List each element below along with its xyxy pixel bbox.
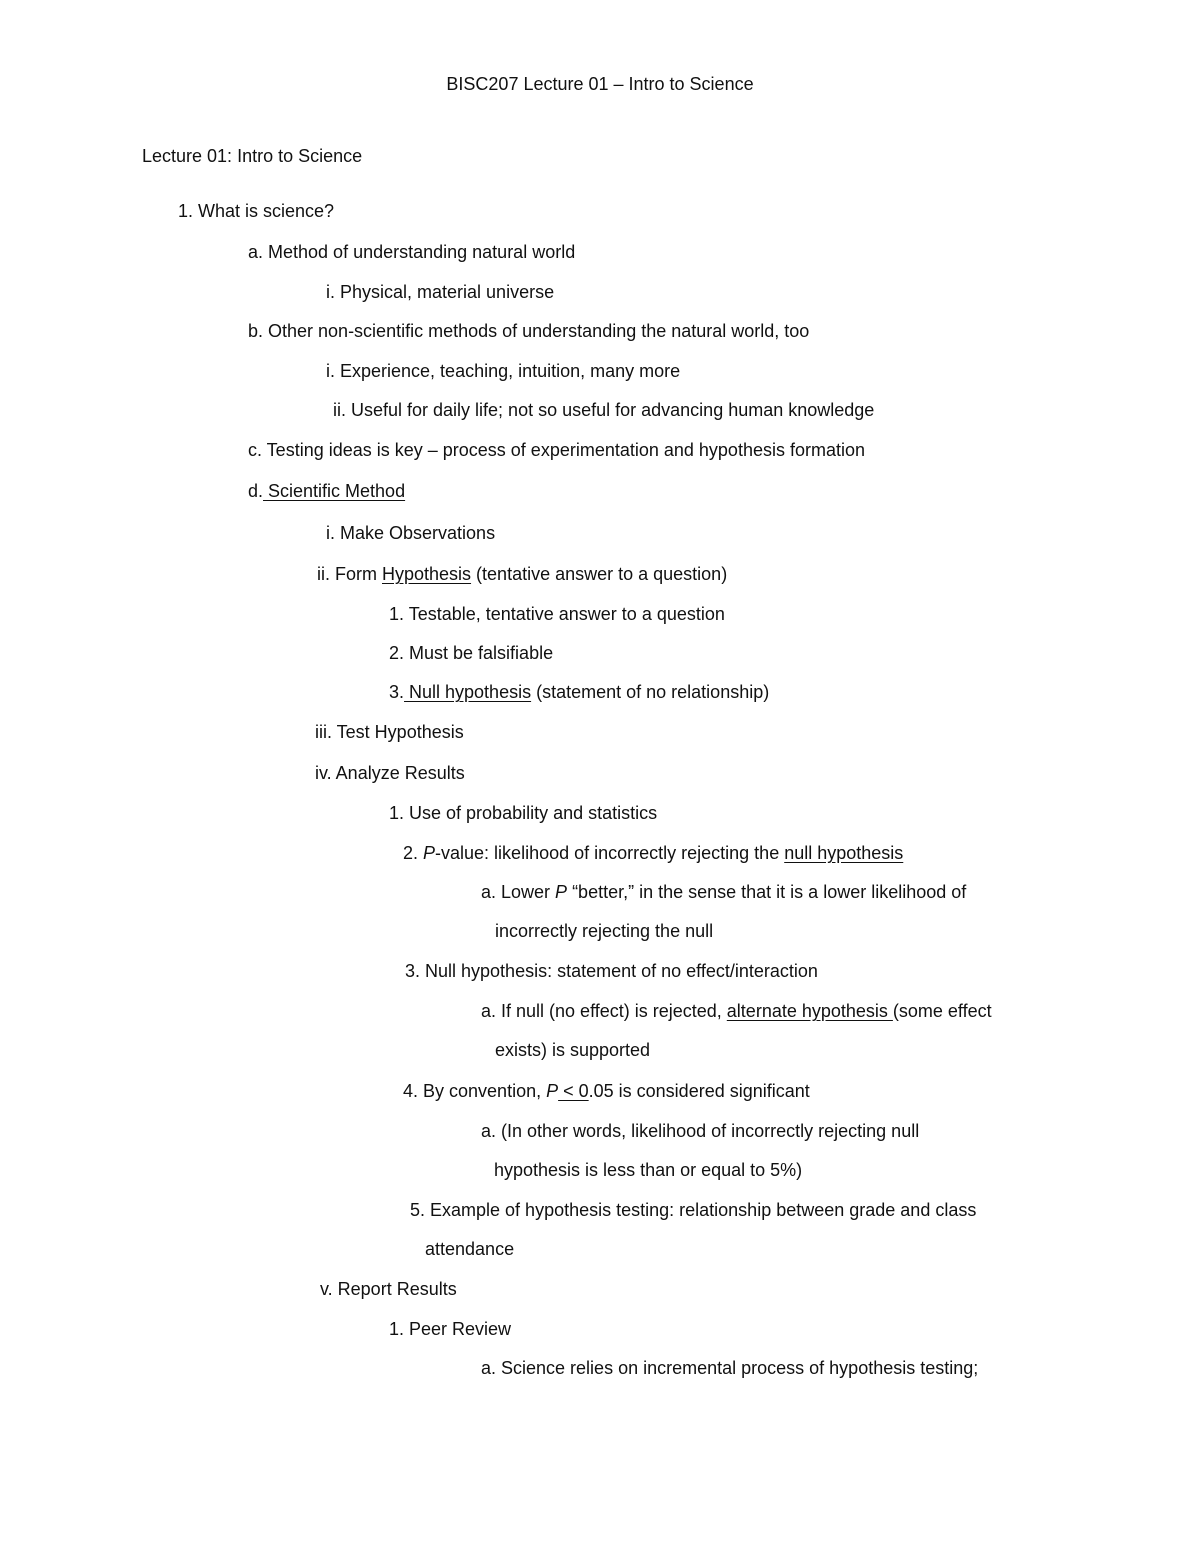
text-run: ii. Form [317,564,382,584]
outline-item [403,1079,810,1103]
text-run: (tentative answer to a question) [471,564,728,584]
text-run: .05 is considered significant [588,1081,810,1101]
outline-item: 5. Example of hypothesis testing: relationship between grade and class [410,1200,977,1220]
underlined-term: Scientific Method [263,481,406,501]
outline-item: iv. Analyze Results [315,763,465,783]
text-run: “better,” in the sense that it is a lower likelihood of [567,882,967,902]
underlined-term: < 0 [558,1081,589,1101]
underlined-term: null hypothesis [784,843,904,863]
outline-item [403,841,903,865]
continuation-line: exists) is supported [495,1040,651,1060]
text-run: 4. By convention, [403,1081,547,1101]
text-run: -value: likelihood of incorrectly rejecting the [435,843,785,863]
text-run: (statement of no relationship) [531,682,770,702]
outline-item: v. Report Results [320,1279,457,1299]
text-run: a. If null (no effect) is rejected, [481,1001,727,1021]
outline-item: a. Method of understanding natural world [248,242,576,262]
page-header: BISC207 Lecture 01 – Intro to Science [446,74,754,94]
outline-item [481,999,992,1023]
underlined-term: Null hypothesis [404,682,532,702]
outline-item: 2. Must be falsifiable [389,643,554,663]
outline-item: 1. Testable, tentative answer to a question [389,604,725,624]
outline-item: 3. Null hypothesis: statement of no effect/interaction [405,961,818,981]
italic-symbol: P [423,843,436,863]
continuation-line: hypothesis is less than or equal to 5%) [494,1160,803,1180]
outline-item: a. Science relies on incremental process of hypothesis testing; [481,1358,979,1378]
italic-symbol: P [555,882,568,902]
continuation-line: incorrectly rejecting the null [495,921,714,941]
outline-item [481,880,966,904]
lecture-title: Lecture 01: Intro to Science [142,146,363,166]
outline-item: i. Make Observations [326,523,496,543]
continuation-line: attendance [425,1239,515,1259]
outline-item: i. Experience, teaching, intuition, many more [326,361,681,381]
outline-item: c. Testing ideas is key – process of experimentation and hypothesis formation [248,440,866,460]
outline-item [248,479,405,503]
outline-item: 1. What is science? [178,201,335,221]
underlined-term: alternate hypothesis [726,1001,893,1021]
outline-item: ii. Useful for daily life; not so useful for advancing human knowledge [333,400,875,420]
outline-item: iii. Test Hypothesis [315,722,464,742]
outline-item: 1. Peer Review [389,1319,512,1339]
text-run: (some effect [892,1001,992,1021]
outline-item: b. Other non-scientific methods of understanding the natural world, too [248,321,810,341]
text-run: 2. [403,843,424,863]
text-run: a. Lower [481,882,556,902]
outline-item: i. Physical, material universe [326,282,555,302]
underlined-term: Hypothesis [382,564,472,584]
outline-marker: d. [248,481,264,501]
outline-item: 1. Use of probability and statistics [389,803,658,823]
italic-symbol: P [546,1081,559,1101]
outline-item [389,680,769,704]
outline-item [317,562,727,586]
outline-item: a. (In other words, likelihood of incorrectly rejecting null [481,1121,920,1141]
text-run: 3. [389,682,405,702]
